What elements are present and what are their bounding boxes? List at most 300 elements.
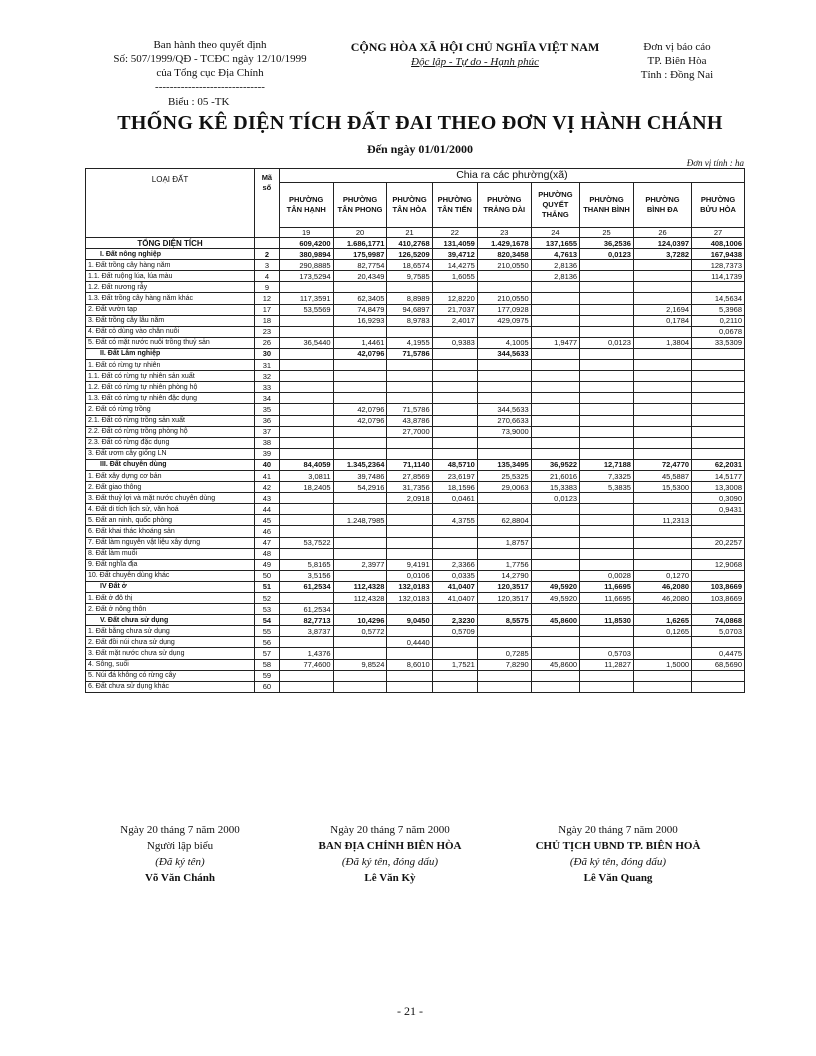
area-value-cell <box>531 326 579 337</box>
issuing-decision-block <box>90 38 330 94</box>
area-value-cell <box>531 648 579 659</box>
area-value-cell <box>580 537 634 548</box>
table-row <box>86 293 745 304</box>
land-type-cell: TỔNG DIỆN TÍCH <box>86 238 255 249</box>
table-row <box>86 581 745 592</box>
ward-name-header: PHƯỜNG TÂN HẠNH <box>279 183 333 228</box>
area-value-cell <box>531 448 579 459</box>
area-value-cell <box>531 670 579 681</box>
area-value-cell: 74,0868 <box>692 615 745 626</box>
code-cell: 9 <box>255 282 280 293</box>
signature-date: Ngày 20 tháng 7 năm 2000 <box>120 824 240 836</box>
ward-code-header: 22 <box>432 228 477 238</box>
area-value-cell: 117,3591 <box>279 293 333 304</box>
code-cell: 44 <box>255 504 280 515</box>
area-value-cell: 72,4770 <box>633 459 691 470</box>
area-value-cell: 103,8669 <box>692 593 745 604</box>
area-value-cell <box>432 670 477 681</box>
area-value-cell <box>279 593 333 604</box>
area-value-cell <box>633 326 691 337</box>
code-cell <box>255 238 280 249</box>
signature-name: Lê Văn Kỳ <box>364 872 416 884</box>
area-value-cell: 3,7282 <box>633 249 691 260</box>
area-value-cell <box>279 415 333 426</box>
land-type-cell: 5. Đất an ninh, quốc phòng <box>86 515 255 526</box>
code-cell: 30 <box>255 348 280 359</box>
area-value-cell <box>477 393 531 404</box>
area-value-cell: 77,4600 <box>279 659 333 670</box>
area-value-cell <box>580 293 634 304</box>
area-value-cell <box>477 271 531 282</box>
table-row <box>86 393 745 404</box>
area-value-cell: 1,6265 <box>633 615 691 626</box>
area-value-cell <box>279 382 333 393</box>
code-cell: 45 <box>255 515 280 526</box>
table-row <box>86 282 745 293</box>
area-value-cell: 9,8524 <box>333 659 387 670</box>
area-value-cell: 20,2257 <box>692 537 745 548</box>
area-value-cell: 21,6016 <box>531 470 579 481</box>
area-value-cell <box>692 570 745 581</box>
area-value-cell: 8,5575 <box>477 615 531 626</box>
area-value-cell <box>692 681 745 692</box>
code-cell: 41 <box>255 470 280 481</box>
land-type-header: LOẠI ĐẤT <box>86 169 255 238</box>
area-value-cell: 82,7754 <box>333 260 387 271</box>
area-value-cell: 0,0335 <box>432 570 477 581</box>
area-value-cell: 39,7486 <box>333 470 387 481</box>
signature-position: Người lập biểu <box>146 840 214 852</box>
area-value-cell: 128,7373 <box>692 260 745 271</box>
area-value-cell <box>333 670 387 681</box>
unit-label: Đơn vị tính : ha <box>686 158 744 168</box>
area-value-cell <box>692 348 745 359</box>
table-row <box>86 371 745 382</box>
area-value-cell: 410,2768 <box>387 238 432 249</box>
area-value-cell: 25,5325 <box>477 470 531 481</box>
code-cell: 32 <box>255 371 280 382</box>
land-type-cell: 7. Đất làm nguyên vật liệu xây dựng <box>86 537 255 548</box>
land-statistics-table <box>85 168 745 693</box>
area-value-cell <box>580 626 634 637</box>
area-value-cell: 2,3230 <box>432 615 477 626</box>
table-row <box>86 515 745 526</box>
area-value-cell: 132,0183 <box>387 581 432 592</box>
area-value-cell <box>333 570 387 581</box>
area-value-cell: 61,2534 <box>279 604 333 615</box>
area-value-cell <box>279 437 333 448</box>
table-row <box>86 326 745 337</box>
land-type-cell: 2.3. Đất có rừng đặc dụng <box>86 437 255 448</box>
area-value-cell <box>387 548 432 559</box>
area-value-cell: 1.686,1771 <box>333 238 387 249</box>
area-value-cell: 62,2031 <box>692 459 745 470</box>
area-value-cell <box>333 504 387 515</box>
signature-land-office <box>280 822 500 886</box>
area-value-cell: 42,0796 <box>333 348 387 359</box>
land-type-cell: 5. Núi đá không có rừng cây <box>86 670 255 681</box>
area-value-cell <box>580 393 634 404</box>
motto: Độc lập - Tự do - Hạnh phúc <box>411 56 539 68</box>
land-type-cell: 1. Đất xây dựng cơ bản <box>86 470 255 481</box>
area-value-cell: 1,7756 <box>477 559 531 570</box>
land-type-cell: 3. Đất trồng cây lâu năm <box>86 315 255 326</box>
code-cell: 40 <box>255 459 280 470</box>
table-row <box>86 670 745 681</box>
area-value-cell: 344,5633 <box>477 404 531 415</box>
land-type-cell: 10. Đất chuyên dùng khác <box>86 570 255 581</box>
area-value-cell <box>580 404 634 415</box>
code-cell: 42 <box>255 482 280 493</box>
land-type-cell: 3. Đất mặt nước chưa sử dụng <box>86 648 255 659</box>
area-value-cell <box>432 360 477 371</box>
area-value-cell: 135,3495 <box>477 459 531 470</box>
area-value-cell: 2,8136 <box>531 260 579 271</box>
area-value-cell <box>580 526 634 537</box>
area-value-cell <box>279 493 333 504</box>
area-value-cell <box>531 526 579 537</box>
land-type-cell: 3. Đất ươm cây giống LN <box>86 448 255 459</box>
area-value-cell <box>692 637 745 648</box>
land-type-cell: 9. Đất nghĩa địa <box>86 559 255 570</box>
area-value-cell <box>633 493 691 504</box>
area-value-cell <box>633 382 691 393</box>
area-value-cell <box>692 360 745 371</box>
area-value-cell <box>531 304 579 315</box>
area-value-cell <box>633 437 691 448</box>
area-value-cell <box>692 604 745 615</box>
table-row <box>86 559 745 570</box>
area-value-cell <box>279 681 333 692</box>
land-type-cell: 4. Sông, suối <box>86 659 255 670</box>
area-value-cell: 210,0550 <box>477 260 531 271</box>
area-value-cell: 41,0407 <box>432 581 477 592</box>
wards-group-header: Chia ra các phường(xã) <box>279 169 744 183</box>
area-value-cell <box>580 282 634 293</box>
area-value-cell: 1,3804 <box>633 337 691 348</box>
area-value-cell: 71,1140 <box>387 459 432 470</box>
area-value-cell <box>692 548 745 559</box>
area-value-cell: 2,3977 <box>333 559 387 570</box>
area-value-cell <box>580 493 634 504</box>
code-cell: 46 <box>255 526 280 537</box>
area-value-cell <box>633 426 691 437</box>
area-value-cell: 68,5690 <box>692 659 745 670</box>
area-value-cell: 73,9000 <box>477 426 531 437</box>
area-value-cell: 11,6695 <box>580 581 634 592</box>
code-cell: 53 <box>255 604 280 615</box>
area-value-cell <box>633 637 691 648</box>
signature-date: Ngày 20 tháng 7 năm 2000 <box>558 824 678 836</box>
area-value-cell: 0,9431 <box>692 504 745 515</box>
table-row <box>86 360 745 371</box>
code-cell: 31 <box>255 360 280 371</box>
area-value-cell: 62,8804 <box>477 515 531 526</box>
area-value-cell: 609,4200 <box>279 238 333 249</box>
area-value-cell: 7,8290 <box>477 659 531 670</box>
area-value-cell: 344,5633 <box>477 348 531 359</box>
area-value-cell <box>279 670 333 681</box>
area-value-cell: 41,0407 <box>432 593 477 604</box>
area-value-cell <box>692 670 745 681</box>
area-value-cell <box>692 448 745 459</box>
area-value-cell <box>333 437 387 448</box>
area-value-cell: 124,0397 <box>633 238 691 249</box>
area-value-cell: 94,6897 <box>387 304 432 315</box>
area-value-cell: 1,7521 <box>432 659 477 670</box>
area-value-cell <box>531 504 579 515</box>
page-number: - 21 - <box>397 1004 423 1018</box>
land-type-cell: 1. Đất có rừng tự nhiên <box>86 360 255 371</box>
area-value-cell: 4,7613 <box>531 249 579 260</box>
area-value-cell: 14,5177 <box>692 470 745 481</box>
decision-line-1: Ban hành theo quyết định <box>153 39 267 51</box>
table-row <box>86 681 745 692</box>
area-value-cell <box>580 504 634 515</box>
reporting-unit-label: Đơn vị báo cáo <box>643 41 711 53</box>
area-value-cell: 45,8600 <box>531 615 579 626</box>
form-code: Biểu : 05 -TK <box>168 96 230 108</box>
area-value-cell: 1.429,1678 <box>477 238 531 249</box>
area-value-cell <box>279 404 333 415</box>
area-value-cell: 36,5440 <box>279 337 333 348</box>
area-value-cell: 53,7522 <box>279 537 333 548</box>
area-value-cell <box>333 448 387 459</box>
area-value-cell: 7,3325 <box>580 470 634 481</box>
decision-line-2: Số: 507/1999/QĐ - TCĐC ngày 12/10/1999 <box>113 53 307 65</box>
area-value-cell: 408,1006 <box>692 238 745 249</box>
area-value-cell <box>692 393 745 404</box>
area-value-cell: 14,4275 <box>432 260 477 271</box>
area-value-cell <box>580 681 634 692</box>
ward-code-header: 23 <box>477 228 531 238</box>
area-value-cell: 42,0796 <box>333 415 387 426</box>
area-value-cell: 0,9383 <box>432 337 477 348</box>
area-value-cell <box>531 393 579 404</box>
code-cell: 2 <box>255 249 280 260</box>
table-row <box>86 537 745 548</box>
area-value-cell <box>531 559 579 570</box>
area-value-cell: 9,4191 <box>387 559 432 570</box>
area-value-cell <box>633 448 691 459</box>
area-value-cell <box>477 670 531 681</box>
country-name: CỘNG HÒA XÃ HỘI CHỦ NGHĨA VIỆT NAM <box>350 40 600 54</box>
area-value-cell: 21,7037 <box>432 304 477 315</box>
area-value-cell: 0,0106 <box>387 570 432 581</box>
area-value-cell <box>387 448 432 459</box>
area-value-cell <box>580 559 634 570</box>
area-value-cell <box>477 604 531 615</box>
area-value-cell <box>477 526 531 537</box>
area-value-cell: 33,5309 <box>692 337 745 348</box>
area-value-cell: 429,0975 <box>477 315 531 326</box>
land-type-cell: 1.1. Đất ruộng lúa, lúa màu <box>86 271 255 282</box>
area-value-cell <box>279 637 333 648</box>
area-value-cell <box>477 371 531 382</box>
code-cell: 43 <box>255 493 280 504</box>
area-value-cell: 0,1265 <box>633 626 691 637</box>
table-row <box>86 570 745 581</box>
area-value-cell: 380,9894 <box>279 249 333 260</box>
area-value-cell: 18,2405 <box>279 482 333 493</box>
area-value-cell <box>580 326 634 337</box>
area-value-cell: 5,8165 <box>279 559 333 570</box>
ward-name-header: PHƯỜNG TÂN PHONG <box>333 183 387 228</box>
code-cell: 49 <box>255 559 280 570</box>
area-value-cell: 46,2080 <box>633 581 691 592</box>
area-value-cell <box>333 282 387 293</box>
table-row <box>86 315 745 326</box>
table-row <box>86 548 745 559</box>
land-type-cell: 2.1. Đất có rừng trồng sản xuất <box>86 415 255 426</box>
code-cell: 18 <box>255 315 280 326</box>
area-value-cell <box>387 537 432 548</box>
area-value-cell: 9,0450 <box>387 615 432 626</box>
land-type-cell: III. Đất chuyên dùng <box>86 459 255 470</box>
area-value-cell <box>333 681 387 692</box>
area-value-cell: 0,4440 <box>387 637 432 648</box>
area-value-cell: 0,5772 <box>333 626 387 637</box>
area-value-cell <box>432 437 477 448</box>
area-value-cell <box>692 371 745 382</box>
area-value-cell <box>477 681 531 692</box>
area-value-cell <box>633 548 691 559</box>
area-value-cell <box>477 504 531 515</box>
code-header: Mã số <box>255 169 280 238</box>
area-value-cell <box>432 548 477 559</box>
area-value-cell <box>279 526 333 537</box>
area-value-cell: 15,3383 <box>531 482 579 493</box>
area-value-cell <box>387 526 432 537</box>
area-value-cell <box>531 548 579 559</box>
land-type-cell: 4. Đất di tích lịch sử, văn hoá <box>86 504 255 515</box>
area-value-cell <box>531 437 579 448</box>
area-value-cell: 0,0461 <box>432 493 477 504</box>
table-row <box>86 637 745 648</box>
area-value-cell <box>432 681 477 692</box>
area-value-cell <box>633 559 691 570</box>
area-value-cell <box>432 404 477 415</box>
area-value-cell: 5,3835 <box>580 482 634 493</box>
area-value-cell: 120,3517 <box>477 593 531 604</box>
area-value-cell: 39,4712 <box>432 249 477 260</box>
land-type-cell: I. Đất nông nghiệp <box>86 249 255 260</box>
table-body <box>86 238 745 693</box>
land-type-cell: 6. Đất khai thác khoáng sản <box>86 526 255 537</box>
area-value-cell <box>432 604 477 615</box>
area-value-cell <box>333 371 387 382</box>
area-value-cell <box>387 360 432 371</box>
area-value-cell: 0,3090 <box>692 493 745 504</box>
national-header <box>330 40 620 70</box>
area-value-cell: 4,3755 <box>432 515 477 526</box>
ward-code-header: 20 <box>333 228 387 238</box>
ward-code-header: 24 <box>531 228 579 238</box>
area-value-cell: 120,3517 <box>477 581 531 592</box>
area-value-cell: 18,6574 <box>387 260 432 271</box>
area-value-cell: 2,4017 <box>432 315 477 326</box>
area-value-cell: 71,5786 <box>387 348 432 359</box>
signature-position: BAN ĐỊA CHÍNH BIÊN HÒA <box>318 840 462 852</box>
area-value-cell <box>387 604 432 615</box>
area-value-cell <box>692 426 745 437</box>
table-row <box>86 493 745 504</box>
area-value-cell: 12,7188 <box>580 459 634 470</box>
area-value-cell <box>633 648 691 659</box>
area-value-cell <box>580 315 634 326</box>
area-value-cell <box>633 537 691 548</box>
area-value-cell: 0,0123 <box>580 337 634 348</box>
ward-name-header: PHƯỜNG BÌNH ĐA <box>633 183 691 228</box>
land-type-cell: 2. Đất có rừng trồng <box>86 404 255 415</box>
code-cell: 55 <box>255 626 280 637</box>
ward-name-header: PHƯỜNG TRẢNG DÀI <box>477 183 531 228</box>
code-cell: 4 <box>255 271 280 282</box>
area-value-cell <box>692 415 745 426</box>
area-value-cell <box>692 526 745 537</box>
ward-code-header: 25 <box>580 228 634 238</box>
area-value-cell: 45,5887 <box>633 470 691 481</box>
area-value-cell <box>387 282 432 293</box>
table-row <box>86 448 745 459</box>
area-value-cell: 43,8786 <box>387 415 432 426</box>
area-value-cell <box>531 282 579 293</box>
land-type-cell: 6. Đất chưa sử dụng khác <box>86 681 255 692</box>
table-row <box>86 382 745 393</box>
area-value-cell <box>333 537 387 548</box>
area-value-cell <box>531 626 579 637</box>
area-value-cell <box>531 382 579 393</box>
area-value-cell <box>633 271 691 282</box>
area-value-cell: 16,9293 <box>333 315 387 326</box>
signature-note: (Đã ký tên, đóng dấu) <box>569 856 667 868</box>
signature-position: CHỦ TỊCH UBND TP. BIÊN HOÀ <box>535 840 701 852</box>
land-type-cell: 8. Đất làm muối <box>86 548 255 559</box>
area-value-cell: 2,8136 <box>531 271 579 282</box>
area-value-cell: 0,1270 <box>633 570 691 581</box>
area-value-cell: 45,8600 <box>531 659 579 670</box>
area-value-cell <box>477 326 531 337</box>
area-value-cell <box>477 626 531 637</box>
signature-chairman <box>508 822 728 886</box>
area-value-cell: 290,8885 <box>279 260 333 271</box>
area-value-cell <box>531 637 579 648</box>
area-value-cell: 0,0123 <box>531 493 579 504</box>
area-value-cell <box>633 404 691 415</box>
area-value-cell <box>333 648 387 659</box>
area-value-cell: 2,3366 <box>432 559 477 570</box>
ward-name-header: PHƯỜNG TÂN HÒA <box>387 183 432 228</box>
code-cell: 26 <box>255 337 280 348</box>
area-value-cell: 31,7356 <box>387 482 432 493</box>
table-row <box>86 482 745 493</box>
area-value-cell: 2,0918 <box>387 493 432 504</box>
area-value-cell: 3,0811 <box>279 470 333 481</box>
area-value-cell: 167,9438 <box>692 249 745 260</box>
code-cell: 23 <box>255 326 280 337</box>
area-value-cell <box>387 382 432 393</box>
land-type-cell: 1. Đất ở đô thị <box>86 593 255 604</box>
area-value-cell: 2,1694 <box>633 304 691 315</box>
area-value-cell <box>580 304 634 315</box>
area-value-cell: 210,0550 <box>477 293 531 304</box>
area-value-cell: 3,5156 <box>279 570 333 581</box>
area-value-cell <box>432 637 477 648</box>
area-value-cell <box>279 371 333 382</box>
table-row <box>86 470 745 481</box>
area-value-cell: 126,5209 <box>387 249 432 260</box>
table-row <box>86 404 745 415</box>
